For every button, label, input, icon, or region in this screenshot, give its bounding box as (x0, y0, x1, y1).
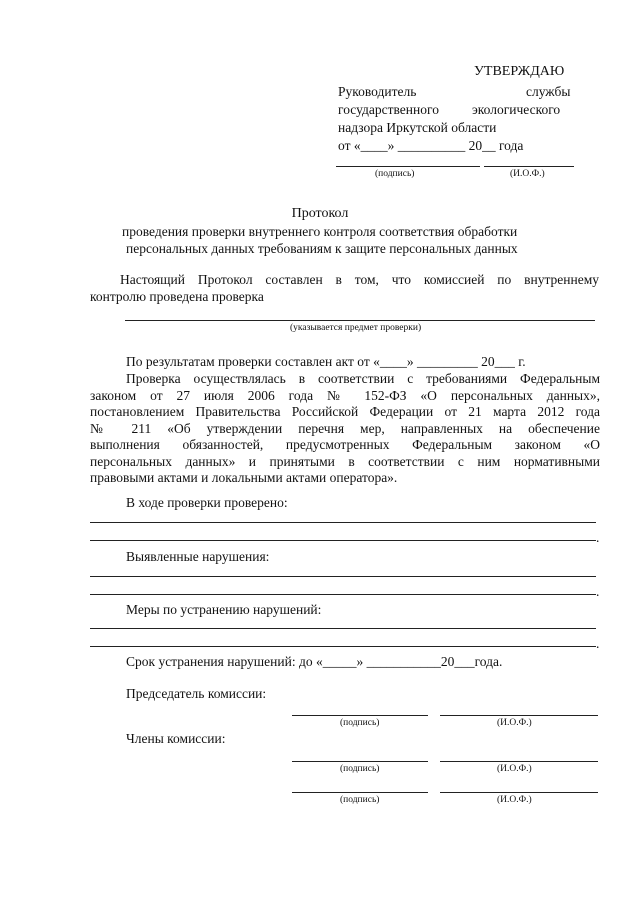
measures-period: . (596, 636, 600, 651)
approval-date-line: от «____» __________ 20__ года (338, 138, 524, 153)
member2-name-line (440, 792, 598, 793)
basis-line7: правовыми актами и локальными актами оператора». (90, 470, 398, 485)
protocol-subtitle-line1: проведения проверки внутреннего контроля соответствия обработки (122, 224, 518, 239)
member1-name-line (440, 761, 598, 762)
approval-signature-label: (подпись) (375, 169, 415, 179)
member1-signature-label: (подпись) (340, 764, 380, 774)
basis-line4: № 211 «Об утверждении перечня мер, направленных на обеспечение (90, 420, 600, 436)
checked-label: В ходе проверки проверено: (126, 495, 288, 510)
violations-line2 (90, 594, 596, 595)
subject-line (125, 320, 595, 321)
checked-line1 (90, 522, 596, 523)
protocol-subtitle-line2: персональных данных требованиям к защите персональных данных (126, 241, 518, 256)
member1-name-label: (И.О.Ф.) (497, 764, 532, 774)
deadline-line: Срок устранения нарушений: до «_____» ___________20___года. (126, 654, 503, 669)
basis-line3: постановлением Правительства Российской Федерации от 21 марта 2012 года (90, 404, 600, 419)
basis-paragraph (90, 371, 600, 487)
chairman-label: Председатель комиссии: (126, 686, 267, 701)
approval-line1-left: Руководитель (338, 84, 417, 99)
chairman-name-label: (И.О.Ф.) (497, 718, 532, 728)
basis-line1: Проверка осуществлялась в соответствии с требованиями Федеральным (126, 371, 600, 386)
member1-signature-line (292, 761, 428, 762)
measures-line2 (90, 646, 596, 647)
approval-line3: надзора Иркутской области (338, 120, 497, 135)
violations-period: . (596, 584, 600, 599)
member2-name-label: (И.О.Ф.) (497, 795, 532, 805)
basis-line5: выполнения обязанностей, предусмотренных Федеральным законом «О (90, 437, 600, 452)
intro-line1: Настоящий Протокол составлен в том, что комиссией по внутреннему (120, 272, 599, 287)
chairman-name-line (440, 715, 598, 716)
approval-title: УТВЕРЖДАЮ (474, 64, 565, 79)
violations-line1 (90, 576, 596, 577)
approval-line2-left: государственного (338, 102, 439, 117)
approval-line1-right: службы (526, 84, 571, 99)
chairman-signature-line (292, 715, 428, 716)
measures-label: Меры по устранению нарушений: (126, 602, 322, 617)
intro-line2: контролю проведена проверка (90, 289, 264, 304)
basis-line6: персональных данных» и принятыми в соответствии с ним нормативными (90, 453, 600, 469)
member2-signature-line (292, 792, 428, 793)
act-line: По результатам проверки составлен акт от «____» _________ 20___ г. (126, 354, 526, 369)
checked-line2 (90, 540, 596, 541)
protocol-title: Протокол (291, 206, 349, 221)
member2-signature-label: (подпись) (340, 795, 380, 805)
approval-line2-right: экологического (472, 102, 561, 117)
approval-signature-line (336, 166, 480, 167)
measures-line1 (90, 628, 596, 629)
basis-line2: законом от 27 июля 2006 года № 152-ФЗ «О персональных данных», (90, 387, 600, 403)
violations-label: Выявленные нарушения: (126, 549, 270, 564)
approval-name-label: (И.О.Ф.) (510, 169, 545, 179)
subject-hint: (указывается предмет проверки) (290, 323, 422, 333)
checked-period: . (596, 530, 600, 545)
members-label: Члены комиссии: (126, 731, 226, 746)
approval-name-line (484, 166, 574, 167)
chairman-signature-label: (подпись) (340, 718, 380, 728)
